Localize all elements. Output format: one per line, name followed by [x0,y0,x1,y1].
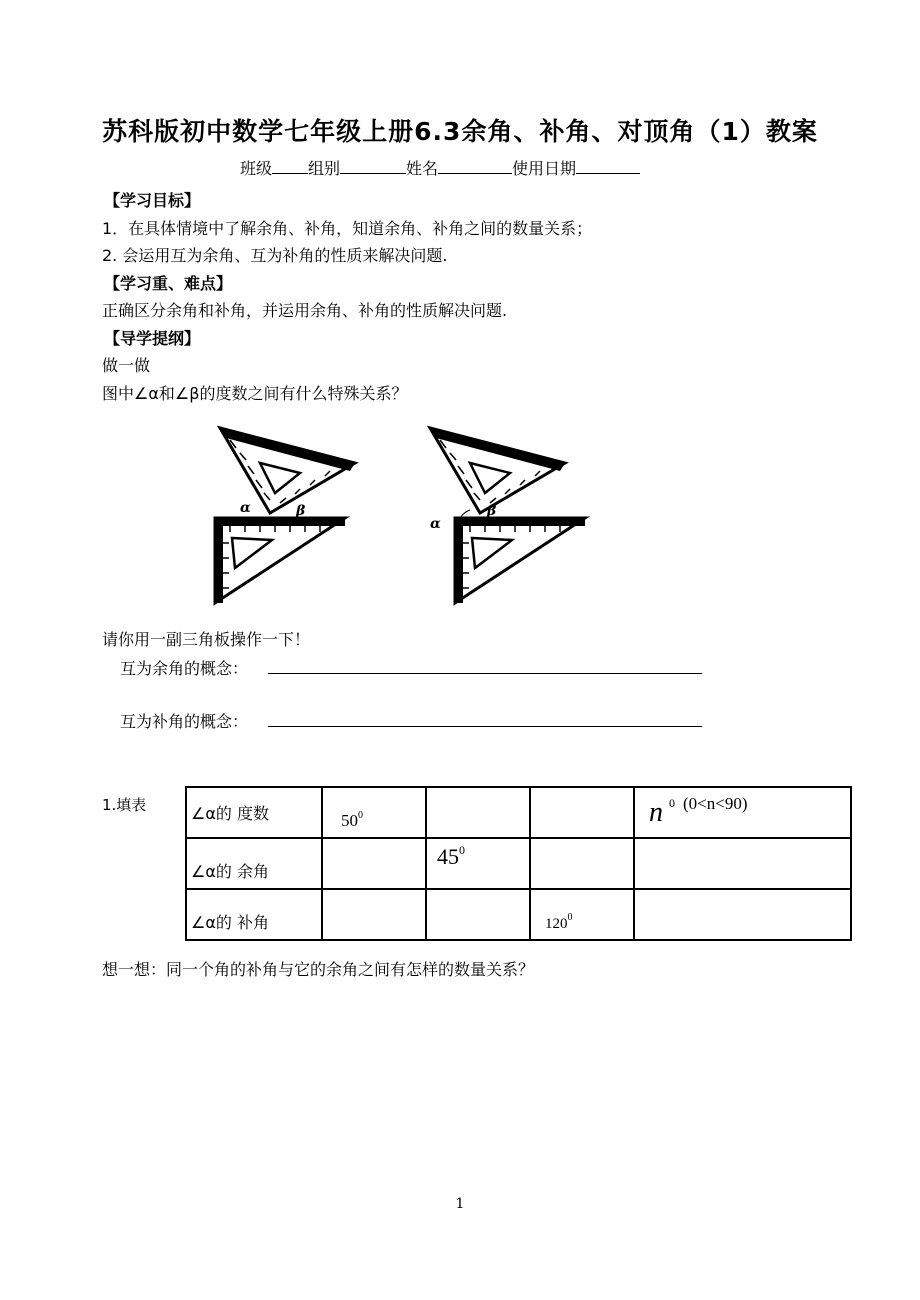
date-label: 使用日期 [512,159,577,178]
fill-table-label: 1.填表 [102,796,147,814]
angle-table [185,786,852,941]
alpha-label-right: α [430,516,441,532]
group-blank[interactable] [340,159,406,174]
operate-instruction: 请你用一副三角板操作一下！ [102,630,311,649]
group-label: 组别 [308,159,341,178]
cell-degree-1[interactable]: $50^0$ [322,787,426,838]
cell-supplement-4[interactable] [634,889,851,940]
class-blank[interactable] [272,159,308,174]
supplementary-concept-blank[interactable] [268,725,702,727]
figure-question: 图中∠α和∠β的度数之间有什么特殊关系？ [102,384,408,403]
set-squares-figure [200,418,620,618]
name-label: 姓名 [406,159,439,178]
cell-degree-3[interactable] [530,787,634,838]
cell-supplement-3[interactable]: $120^0$ [530,889,634,940]
name-blank[interactable] [438,159,512,174]
cell-degree-2[interactable] [426,787,530,838]
beta-label-left: β [296,503,306,519]
figure-right [430,428,585,603]
date-blank[interactable] [576,159,640,174]
key-points-header: 【学习重、难点】 [104,274,233,293]
student-info-line [240,156,640,179]
beta-label-right: β [487,503,497,519]
think-question: 想一想：同一个角的补角与它的余角之间有怎样的数量关系？ [102,960,535,979]
cell-degree-4: n $^0$ (0<n<90) [634,787,851,838]
guide-header: 【导学提纲】 [104,329,201,348]
page-number: 1 [455,1196,465,1212]
complementary-concept-label: 互为余角的概念： [120,659,249,678]
cell-complement-1[interactable] [322,838,426,889]
table-row [186,787,851,838]
cell-complement-3[interactable] [530,838,634,889]
do-it-label: 做一做 [102,356,151,375]
goals-header: 【学习目标】 [104,191,201,210]
row-label-degree: ∠α的 度数 [186,787,322,838]
page-title: 苏科版初中数学七年级上册6.3余角、补角、对顶角（1）教案 [102,117,818,146]
cell-supplement-1[interactable] [322,889,426,940]
goal-1: 1．在具体情境中了解余角、补角，知道余角、补角之间的数量关系； [102,219,593,238]
table-row [186,838,851,889]
cell-supplement-2[interactable] [426,889,530,940]
complementary-concept-blank[interactable] [268,672,702,674]
supplementary-concept-label: 互为补角的概念： [120,712,249,731]
cell-complement-2[interactable]: $45^0$ [426,838,530,889]
figure-left [215,428,355,603]
key-points-text: 正确区分余角和补角，并运用余角、补角的性质解决问题. [102,301,508,320]
table-row [186,889,851,940]
alpha-label-left: α [240,500,251,516]
goal-2: 2. 会运用互为余角、互为补角的性质来解决问题. [102,246,448,265]
row-label-complement: ∠α的 余角 [186,838,322,889]
cell-complement-4[interactable] [634,838,851,889]
row-label-supplement: ∠α的 补角 [186,889,322,940]
class-label: 班级 [240,159,273,178]
